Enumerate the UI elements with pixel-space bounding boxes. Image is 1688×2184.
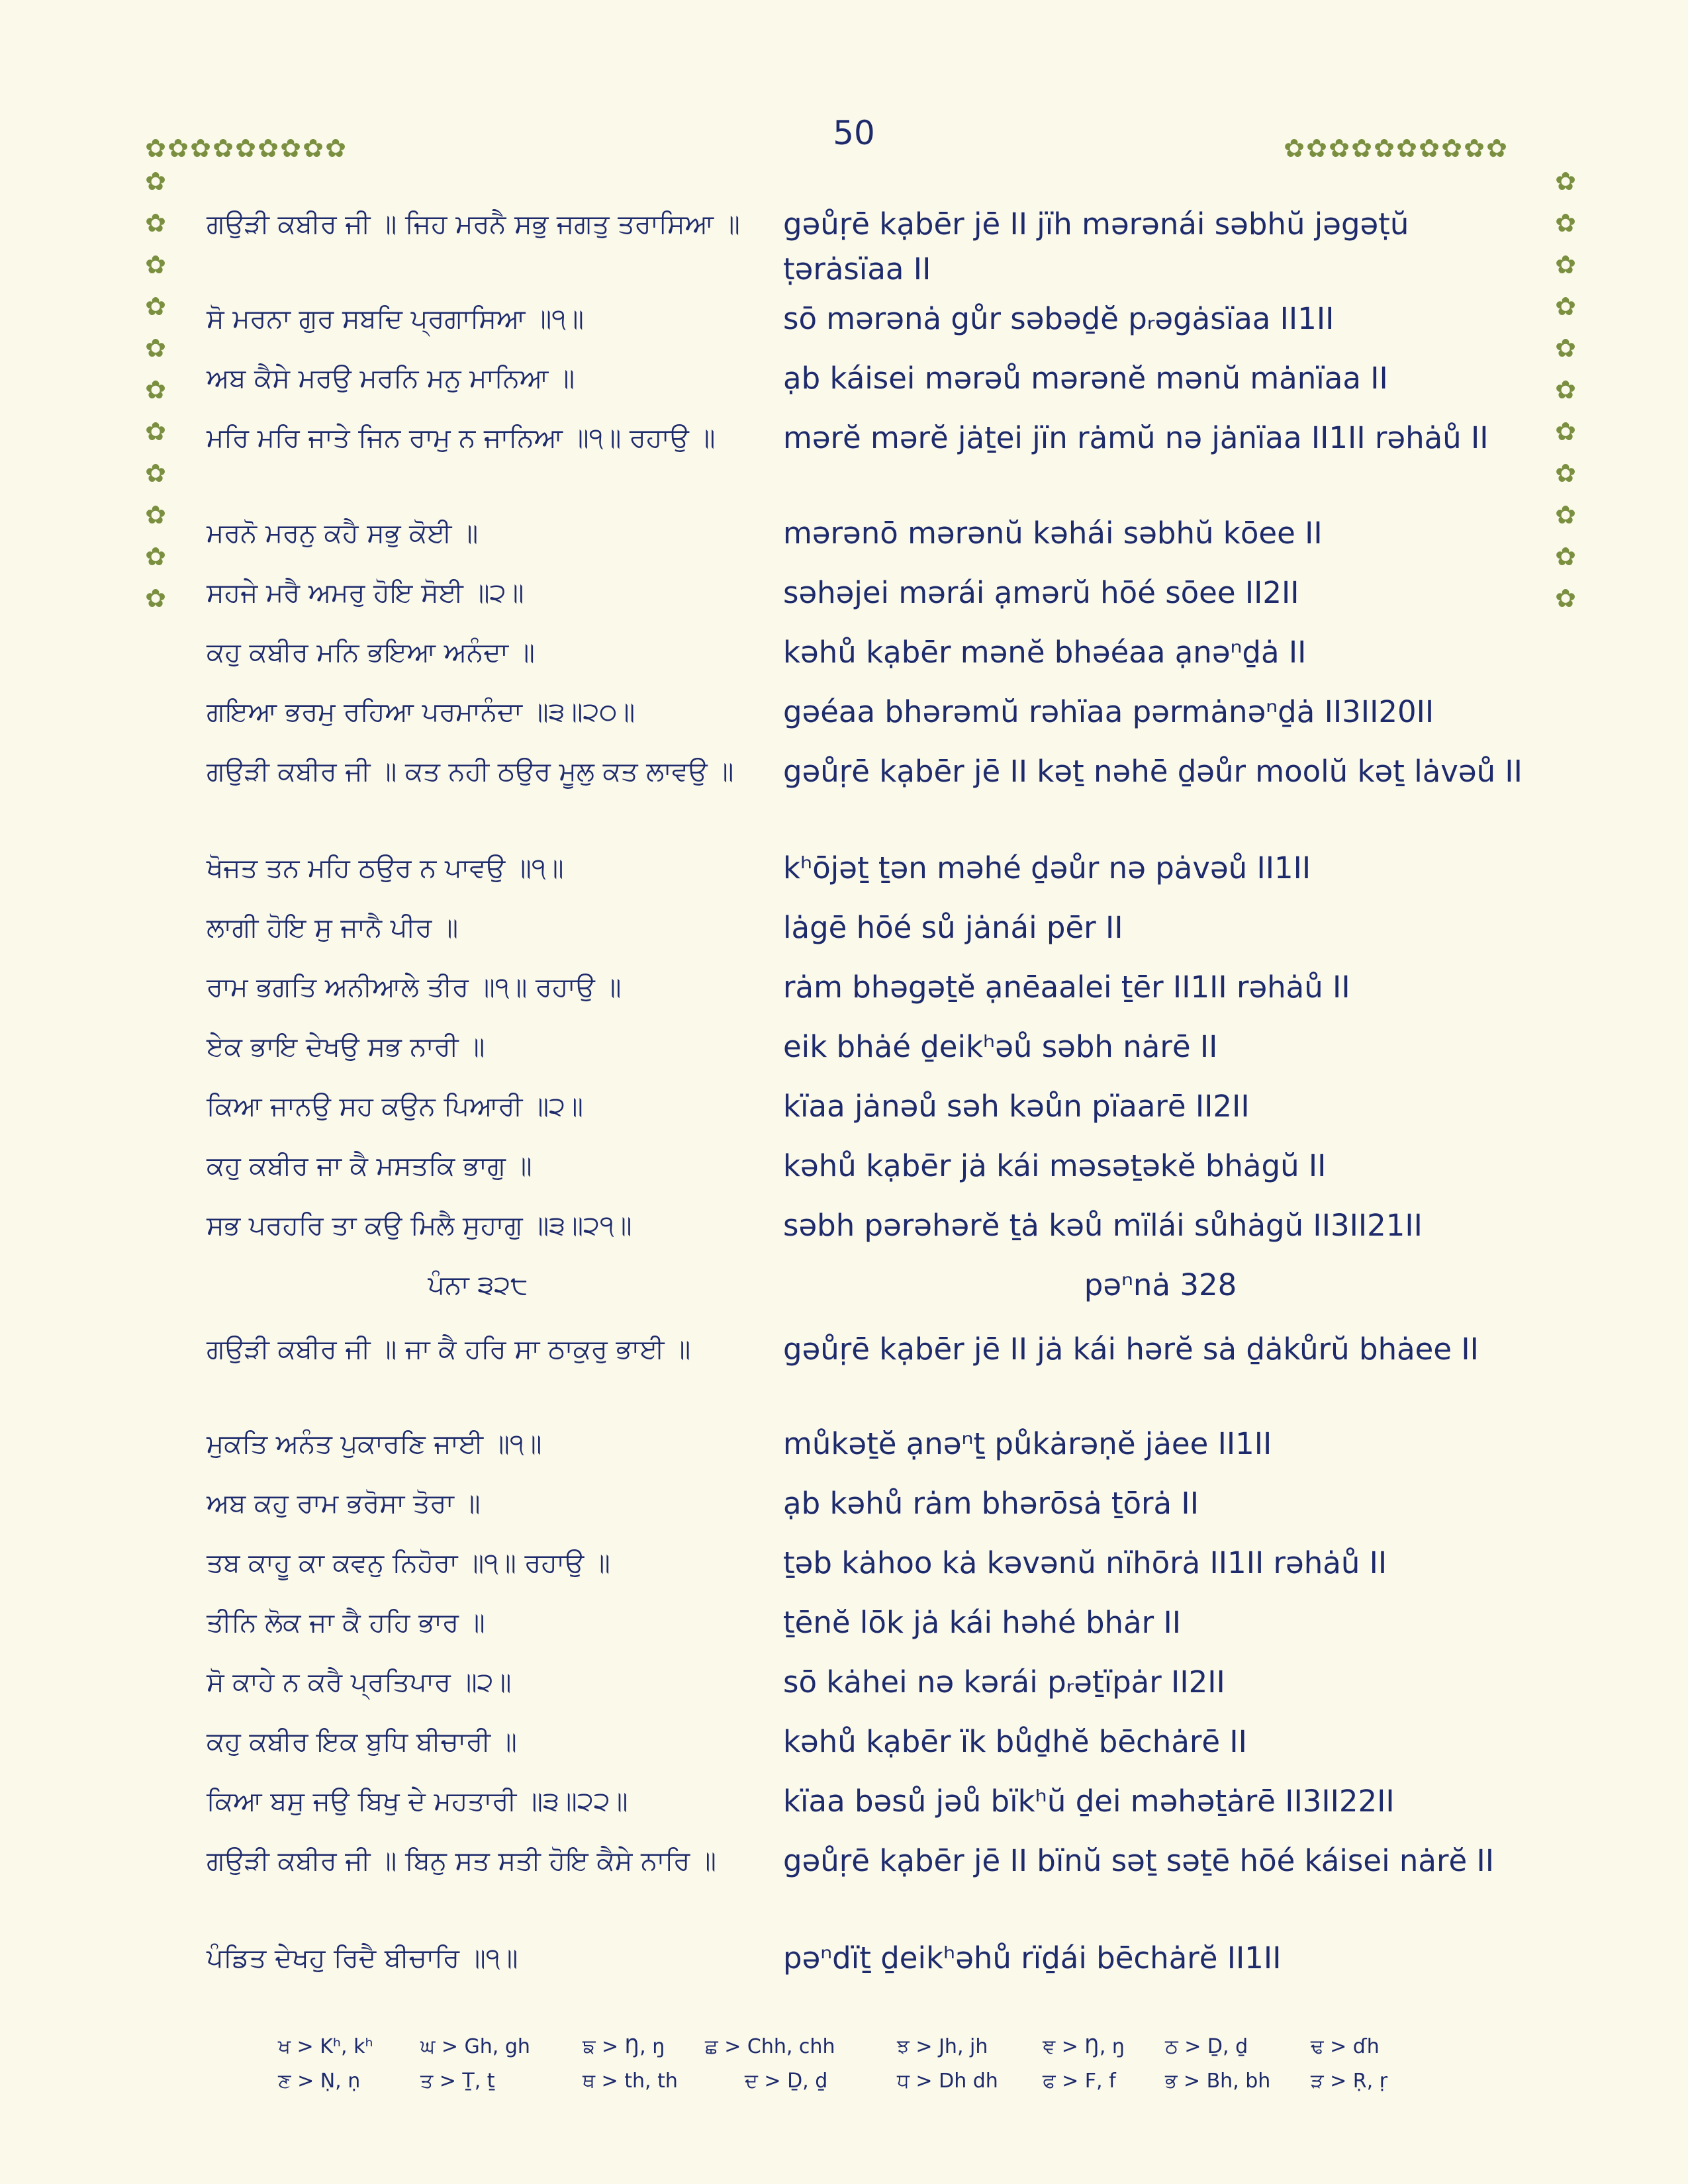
flower-ornament-icon: ✿: [1555, 292, 1576, 321]
verse-gurmukhi: ਕਹੁ ਕਬੀਰ ਇਕ ਬੁਧਿ ਬੀਚਾਰੀ ॥: [207, 1727, 517, 1757]
flower-ornament-icon: ✿: [1306, 134, 1327, 163]
verse-transliteration: gəůṛē kạbēr jē II jȧ kái hərĕ sȧ ḏȧkůrŭ bhȧee II: [783, 1332, 1479, 1367]
flower-ornament-icon: ✿: [145, 375, 166, 404]
flower-ornament-icon: ✿: [145, 334, 166, 363]
flower-ornament-icon: ✿: [235, 134, 256, 163]
flower-ornament-icon: ✿: [1396, 134, 1417, 163]
verse-transliteration: ạb kəhů rȧm bhərōsȧ ṯōrȧ II: [783, 1486, 1199, 1521]
verse-gurmukhi: ਤਬ ਕਾਹੂ ਕਾ ਕਵਨੁ ਨਿਹੋਰਾ ॥੧॥ ਰਹਾਉ ॥: [207, 1548, 610, 1578]
flower-ornament-icon: ✿: [145, 584, 166, 613]
flower-ornament-icon: ✿: [1329, 134, 1350, 163]
verse-gurmukhi: ਮੁਕਤਿ ਅਨੰਤ ਪੁਕਾਰਣਿ ਜਾਈ ॥੧॥: [207, 1429, 542, 1459]
verse-gurmukhi: ਅਬ ਕਹੁ ਰਾਮ ਭਰੋਸਾ ਤੋਰਾ ॥: [207, 1488, 481, 1519]
legend-item: ਛ > Chh, chh: [705, 2035, 835, 2058]
verse-gurmukhi: ਗਉੜੀ ਕਬੀਰ ਜੀ ॥ ਜਾ ਕੈ ਹਰਿ ਸਾ ਠਾਕੁਰੁ ਭਾਈ ॥: [207, 1334, 691, 1365]
legend-item: ਦ > Ḏ, ḏ: [745, 2070, 828, 2093]
verse-transliteration: gəůṛē kạbēr jē II jïh mərənái səbhŭ jəgəṭŭ ṭərȧsïaa II: [783, 206, 1409, 287]
verse-gurmukhi: ਮਰਨੋ ਮਰਨੁ ਕਹੈ ਸਭੁ ਕੋਈ ॥: [207, 518, 479, 549]
flower-ornament-icon: ✿: [190, 134, 211, 163]
verse-gurmukhi: ਮਰਿ ਮਰਿ ਜਾਤੇ ਜਿਨ ਰਾਮੁ ਨ ਜਾਨਿਆ ॥੧॥ ਰਹਾਉ ॥: [207, 423, 716, 453]
flower-ornament-icon: ✿: [1441, 134, 1462, 163]
verse-transliteration: səhəjei mərái ạmərŭ hōé sōee II2II: [783, 575, 1299, 610]
page-label-gurmukhi: ਪੰਨਾ ੩੨੮: [428, 1270, 528, 1300]
verse-gurmukhi: ਕਿਆ ਜਾਨਉ ਸਹ ਕਉਨ ਪਿਆਰੀ ॥੨॥: [207, 1091, 583, 1122]
flower-ornament-icon: ✿: [145, 417, 166, 446]
legend-item: ਖ > Kʰ, kʰ: [278, 2035, 373, 2058]
legend-item: ਣ > Ṇ, ṇ: [278, 2070, 361, 2093]
flower-ornament-icon: ✿: [280, 134, 301, 163]
flower-ornament-icon: ✿: [145, 292, 166, 321]
verse-transliteration: pəⁿdïṯ ḏeikʰəhů rïḏái bēchȧrĕ II1II: [783, 1940, 1282, 1976]
verse-gurmukhi: ਸੋ ਕਾਹੇ ਨ ਕਰੈ ਪ੍ਰਤਿਪਾਰ ॥੨॥: [207, 1667, 512, 1698]
flower-ornament-icon: ✿: [1555, 334, 1576, 363]
transliteration-legend: [278, 2035, 1470, 2104]
flower-ornament-icon: ✿: [145, 500, 166, 529]
legend-item: ਫ > F, f: [1043, 2070, 1116, 2093]
flower-ornament-icon: ✿: [1555, 208, 1576, 238]
flower-ornament-icon: ✿: [167, 134, 189, 163]
flower-ornament-icon: ✿: [258, 134, 279, 163]
verse-transliteration: můkəṯĕ ạnəⁿṯ půkȧrəṇĕ jȧee II1II: [783, 1426, 1272, 1461]
verse-transliteration: ạb káisei mərəů mərənĕ mənŭ mȧnïaa II: [783, 361, 1388, 396]
verse-gurmukhi: ਕਿਆ ਬਸੁ ਜਉ ਬਿਖੁ ਦੇ ਮਹਤਾਰੀ ॥੩॥੨੨॥: [207, 1786, 628, 1817]
flower-ornament-icon: ✿: [1351, 134, 1372, 163]
flower-ornament-icon: ✿: [145, 542, 166, 571]
legend-item: ਝ > Jh, jh: [897, 2035, 988, 2058]
verse-gurmukhi: ਲਾਗੀ ਹੋਇ ਸੁ ਜਾਨੈ ਪੀਰ ॥: [207, 913, 459, 943]
flower-ornament-icon: ✿: [1419, 134, 1440, 163]
flower-ornament-icon: ✿: [1555, 542, 1576, 571]
verse-gurmukhi: ਪੰਡਿਤ ਦੇਖਹੁ ਰਿਦੈ ਬੀਚਾਰਿ ॥੧॥: [207, 1943, 518, 1974]
legend-item: ਢ > ɗh: [1311, 2035, 1380, 2058]
legend-item: ੜ > Ṛ, ṛ: [1311, 2070, 1388, 2093]
page-label-transliteration: pəⁿnȧ 328: [1084, 1267, 1237, 1302]
flower-ornament-icon: ✿: [1555, 167, 1576, 196]
flower-ornament-icon: ✿: [1555, 584, 1576, 613]
verse-gurmukhi: ਖੋਜਤ ਤਨ ਮਹਿ ਠਉਰ ਨ ਪਾਵਉ ॥੧॥: [207, 853, 564, 884]
flower-ornament-icon: ✿: [1486, 134, 1507, 163]
verse-transliteration: ṯēnĕ lōk jȧ kái həhé bhȧr II: [783, 1605, 1181, 1640]
verse-transliteration: sō kȧhei nə kərái pᵣəṯïpȧr II2II: [783, 1664, 1225, 1700]
verse-transliteration: mərĕ mərĕ jȧṯei jïn rȧmŭ nə jȧnïaa II1II rəhȧů II: [783, 420, 1489, 455]
verse-gurmukhi: ਸਹਜੇ ਮਰੈ ਅਮਰੁ ਹੋਇ ਸੋਈ ॥੨॥: [207, 578, 524, 608]
legend-item: ਭ > Bh, bh: [1165, 2070, 1271, 2093]
verse-gurmukhi: ਅਬ ਕੈਸੇ ਮਰਉ ਮਰਨਿ ਮਨੁ ਮਾਨਿਆ ॥: [207, 363, 575, 394]
verse-transliteration: gəéaa bhərəmŭ rəhïaa pərmȧnəⁿḏȧ II3II20II: [783, 694, 1434, 729]
verse-transliteration: kïaa bəsů jəů bïkʰŭ ḏei məhəṯȧrē II3II22II: [783, 1784, 1395, 1819]
flower-ornament-icon: ✿: [212, 134, 234, 163]
verse-gurmukhi: ਗਉੜੀ ਕਬੀਰ ਜੀ ॥ ਕਤ ਨਹੀ ਠਉਰ ਮੂਲੁ ਕਤ ਲਾਵਉ ॥: [207, 756, 734, 787]
legend-item: ਥ > th, th: [583, 2070, 678, 2093]
verse-transliteration: sō mərənȧ gůr səbəḏĕ pᵣəgȧsïaa II1II: [783, 301, 1335, 336]
legend-item: ਞ > Ŋ, ŋ: [1043, 2035, 1125, 2058]
verse-gurmukhi: ਰਾਮ ਭਗਤਿ ਅਨੀਆਲੇ ਤੀਰ ॥੧॥ ਰਹਾਉ ॥: [207, 972, 622, 1003]
flower-ornament-icon: ✿: [145, 250, 166, 279]
flower-ornament-icon: ✿: [1555, 417, 1576, 446]
flower-ornament-icon: ✿: [145, 134, 166, 163]
verse-gurmukhi: ਕਹੁ ਕਬੀਰ ਮਨਿ ਭਇਆ ਅਨੰਦਾ ॥: [207, 637, 535, 668]
verse-transliteration: gəůṛē kạbēr jē II bïnŭ səṯ səṯē hōé káisei nȧrĕ II: [783, 1843, 1495, 1878]
verse-transliteration: ṯəb kȧhoo kȧ kəvənŭ nïhōrȧ II1II rəhȧů II: [783, 1545, 1387, 1580]
verse-transliteration: kəhů kạbēr ïk bůḏhĕ bēchȧrē II: [783, 1724, 1247, 1759]
verse-transliteration: kəhů kạbēr jȧ kái məsəṯəkĕ bhȧgŭ II: [783, 1148, 1327, 1183]
page-number: 50: [833, 114, 875, 152]
verse-gurmukhi: ਏਕ ਭਾਇ ਦੇਖਉ ਸਭ ਨਾਰੀ ॥: [207, 1032, 485, 1062]
verse-transliteration: lȧgē hōé sů jȧnái pēr II: [783, 910, 1123, 945]
verse-transliteration: rȧm bhəgəṯĕ ạnēaalei ṯēr II1II rəhȧů II: [783, 970, 1350, 1005]
verse-transliteration: kəhů kạbēr mənĕ bhəéaa ạnəⁿḏȧ II: [783, 635, 1307, 670]
flower-ornament-icon: ✿: [1464, 134, 1485, 163]
verse-transliteration: səbh pərəhərĕ ṯȧ kəů mïlái sůhȧgŭ II3II21II: [783, 1208, 1423, 1243]
legend-item: ਧ > Dh dh: [897, 2070, 998, 2093]
verse-gurmukhi: ਸਭ ਪਰਹਰਿ ਤਾ ਕਉ ਮਿਲੈ ਸੁਹਾਗੁ ॥੩॥੨੧॥: [207, 1210, 632, 1241]
verse-transliteration: kʰōjəṯ ṯən məhé ḏəůr nə pȧvəů II1II: [783, 850, 1311, 886]
legend-row: [278, 2070, 1470, 2104]
flower-ornament-icon: ✿: [1555, 500, 1576, 529]
verse-gurmukhi: ਤੀਨਿ ਲੋਕ ਜਾ ਕੈ ਹਹਿ ਭਾਰ ॥: [207, 1608, 485, 1638]
flower-ornament-icon: ✿: [303, 134, 324, 163]
flower-ornament-icon: ✿: [145, 459, 166, 488]
legend-item: ਙ > Ŋ, ŋ: [583, 2035, 665, 2058]
verse-gurmukhi: ਗਉੜੀ ਕਬੀਰ ਜੀ ॥ ਜਿਹ ਮਰਨੈ ਸਭੁ ਜਗਤੁ ਤਰਾਸਿਆ ॥: [207, 209, 740, 240]
verse-transliteration: eik bhȧé ḏeikʰəů səbh nȧrē II: [783, 1029, 1218, 1064]
flower-ornament-icon: ✿: [1555, 459, 1576, 488]
flower-ornament-icon: ✿: [145, 208, 166, 238]
flower-ornament-icon: ✿: [1555, 375, 1576, 404]
flower-ornament-icon: ✿: [1555, 250, 1576, 279]
flower-ornament-icon: ✿: [1374, 134, 1395, 163]
verse-gurmukhi: ਕਹੁ ਕਬੀਰ ਜਾ ਕੈ ਮਸਤਕਿ ਭਾਗੁ ॥: [207, 1151, 532, 1181]
verse-gurmukhi: ਗਉੜੀ ਕਬੀਰ ਜੀ ॥ ਬਿਨੁ ਸਤ ਸਤੀ ਹੋਇ ਕੈਸੇ ਨਾਰਿ ॥: [207, 1846, 716, 1876]
verse-transliteration: mərənō mərənŭ kəhái səbhŭ kōee II: [783, 516, 1323, 551]
flower-ornament-icon: ✿: [325, 134, 346, 163]
legend-item: ਘ > Gh, gh: [420, 2035, 530, 2058]
legend-item: ਤ > Ṯ, ṯ: [420, 2070, 495, 2093]
verse-transliteration: gəůṛē kạbēr jē II kəṯ nəhē ḏəůr moolŭ kəṯ lȧvəů II: [783, 754, 1523, 789]
verse-gurmukhi: ਸੋ ਮਰਨਾ ਗੁਰ ਸਬਦਿ ਪ੍ਰਗਾਸਿਆ ॥੧॥: [207, 304, 584, 334]
legend-item: ਠ > Ḏ, ḏ: [1165, 2035, 1248, 2058]
verse-gurmukhi: ਗਇਆ ਭਰਮੁ ਰਹਿਆ ਪਰਮਾਨੰਦਾ ॥੩॥੨੦॥: [207, 697, 635, 727]
legend-row: [278, 2035, 1470, 2070]
verse-transliteration: kïaa jȧnəů səh kəůn pïaarē II2II: [783, 1089, 1250, 1124]
flower-ornament-icon: ✿: [145, 167, 166, 196]
flower-ornament-icon: ✿: [1284, 134, 1305, 163]
